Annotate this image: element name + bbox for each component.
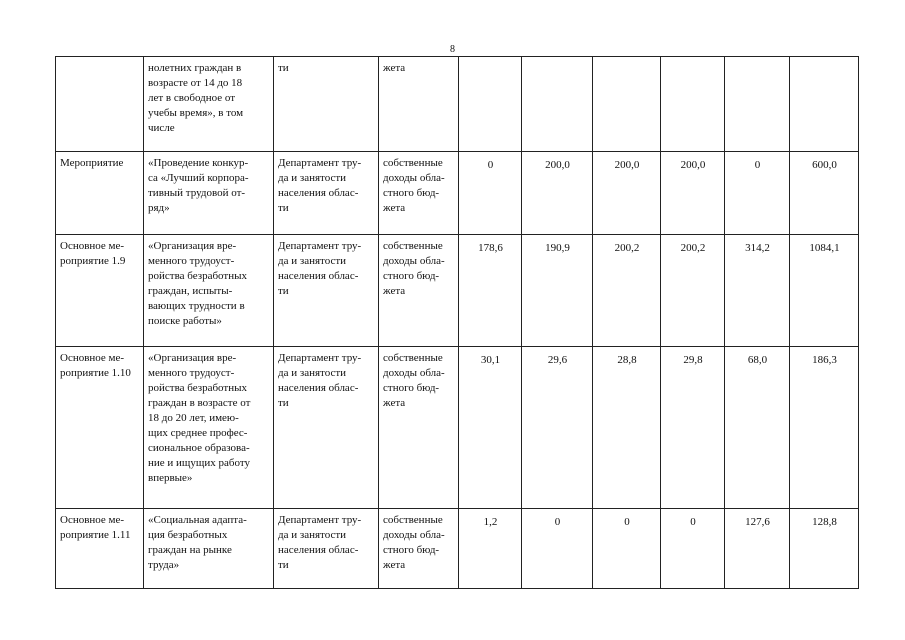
total-cell: 1084,1	[790, 235, 859, 347]
executor-cell: Департамент тру- да и занятости населения облас- ти	[274, 509, 379, 589]
value-cell: 0	[593, 509, 661, 589]
funding-source-cell: жета	[379, 57, 459, 152]
value-cell: 200,0	[522, 152, 593, 235]
funding-source-cell: собственные доходы обла- стного бюд- жета	[379, 235, 459, 347]
event-cell: Основное ме- роприятие 1.11	[56, 509, 144, 589]
total-cell: 600,0	[790, 152, 859, 235]
funding-source-cell: собственные доходы обла- стного бюд- жета	[379, 152, 459, 235]
value-cell: 178,6	[459, 235, 522, 347]
value-cell	[593, 57, 661, 152]
table-row	[56, 57, 859, 152]
value-cell: 28,8	[593, 347, 661, 509]
event-cell	[56, 57, 144, 152]
value-cell: 200,0	[593, 152, 661, 235]
value-cell	[661, 57, 725, 152]
value-cell: 30,1	[459, 347, 522, 509]
value-cell: 1,2	[459, 509, 522, 589]
value-cell: 0	[522, 509, 593, 589]
page-number: 8	[450, 44, 455, 55]
funding-source-cell: собственные доходы обла- стного бюд- жета	[379, 509, 459, 589]
executor-cell: ти	[274, 57, 379, 152]
funding-source-cell: собственные доходы обла- стного бюд- жета	[379, 347, 459, 509]
value-cell: 127,6	[725, 509, 790, 589]
total-cell: 186,3	[790, 347, 859, 509]
event-name-cell: нолетних граждан в возрасте от 14 до 18 лет в свободное от учебы время», в том числе	[144, 57, 274, 152]
table-row	[56, 347, 859, 509]
value-cell: 29,6	[522, 347, 593, 509]
total-cell	[790, 57, 859, 152]
event-name-cell: «Организация вре- менного трудоуст- ройства безработных граждан, испыты- вающих трудности в поиске работы»	[144, 235, 274, 347]
value-cell: 68,0	[725, 347, 790, 509]
value-cell: 200,2	[593, 235, 661, 347]
table-row	[56, 509, 859, 589]
event-name-cell: «Проведение конкур- са «Лучший корпора- тивный трудовой от- ряд»	[144, 152, 274, 235]
executor-cell: Департамент тру- да и занятости населения облас- ти	[274, 152, 379, 235]
table-body	[56, 57, 859, 589]
value-cell: 190,9	[522, 235, 593, 347]
executor-cell: Департамент тру- да и занятости населения облас- ти	[274, 347, 379, 509]
event-cell: Мероприятие	[56, 152, 144, 235]
total-cell: 128,8	[790, 509, 859, 589]
value-cell: 314,2	[725, 235, 790, 347]
value-cell	[725, 57, 790, 152]
value-cell: 0	[725, 152, 790, 235]
budget-table	[55, 56, 859, 589]
value-cell: 0	[661, 509, 725, 589]
value-cell: 29,8	[661, 347, 725, 509]
table-row	[56, 152, 859, 235]
value-cell	[459, 57, 522, 152]
table-row	[56, 235, 859, 347]
event-name-cell: «Организация вре- менного трудоуст- ройства безработных граждан в возрасте от 18 до 20 лет, имею- щих среднее профес- сиональное образова- ние и ищущих работу впервые»	[144, 347, 274, 509]
value-cell: 0	[459, 152, 522, 235]
event-name-cell: «Социальная адапта- ция безработных граждан на рынке труда»	[144, 509, 274, 589]
value-cell: 200,2	[661, 235, 725, 347]
value-cell	[522, 57, 593, 152]
value-cell: 200,0	[661, 152, 725, 235]
event-cell: Основное ме- роприятие 1.9	[56, 235, 144, 347]
event-cell: Основное ме- роприятие 1.10	[56, 347, 144, 509]
executor-cell: Департамент тру- да и занятости населения облас- ти	[274, 235, 379, 347]
